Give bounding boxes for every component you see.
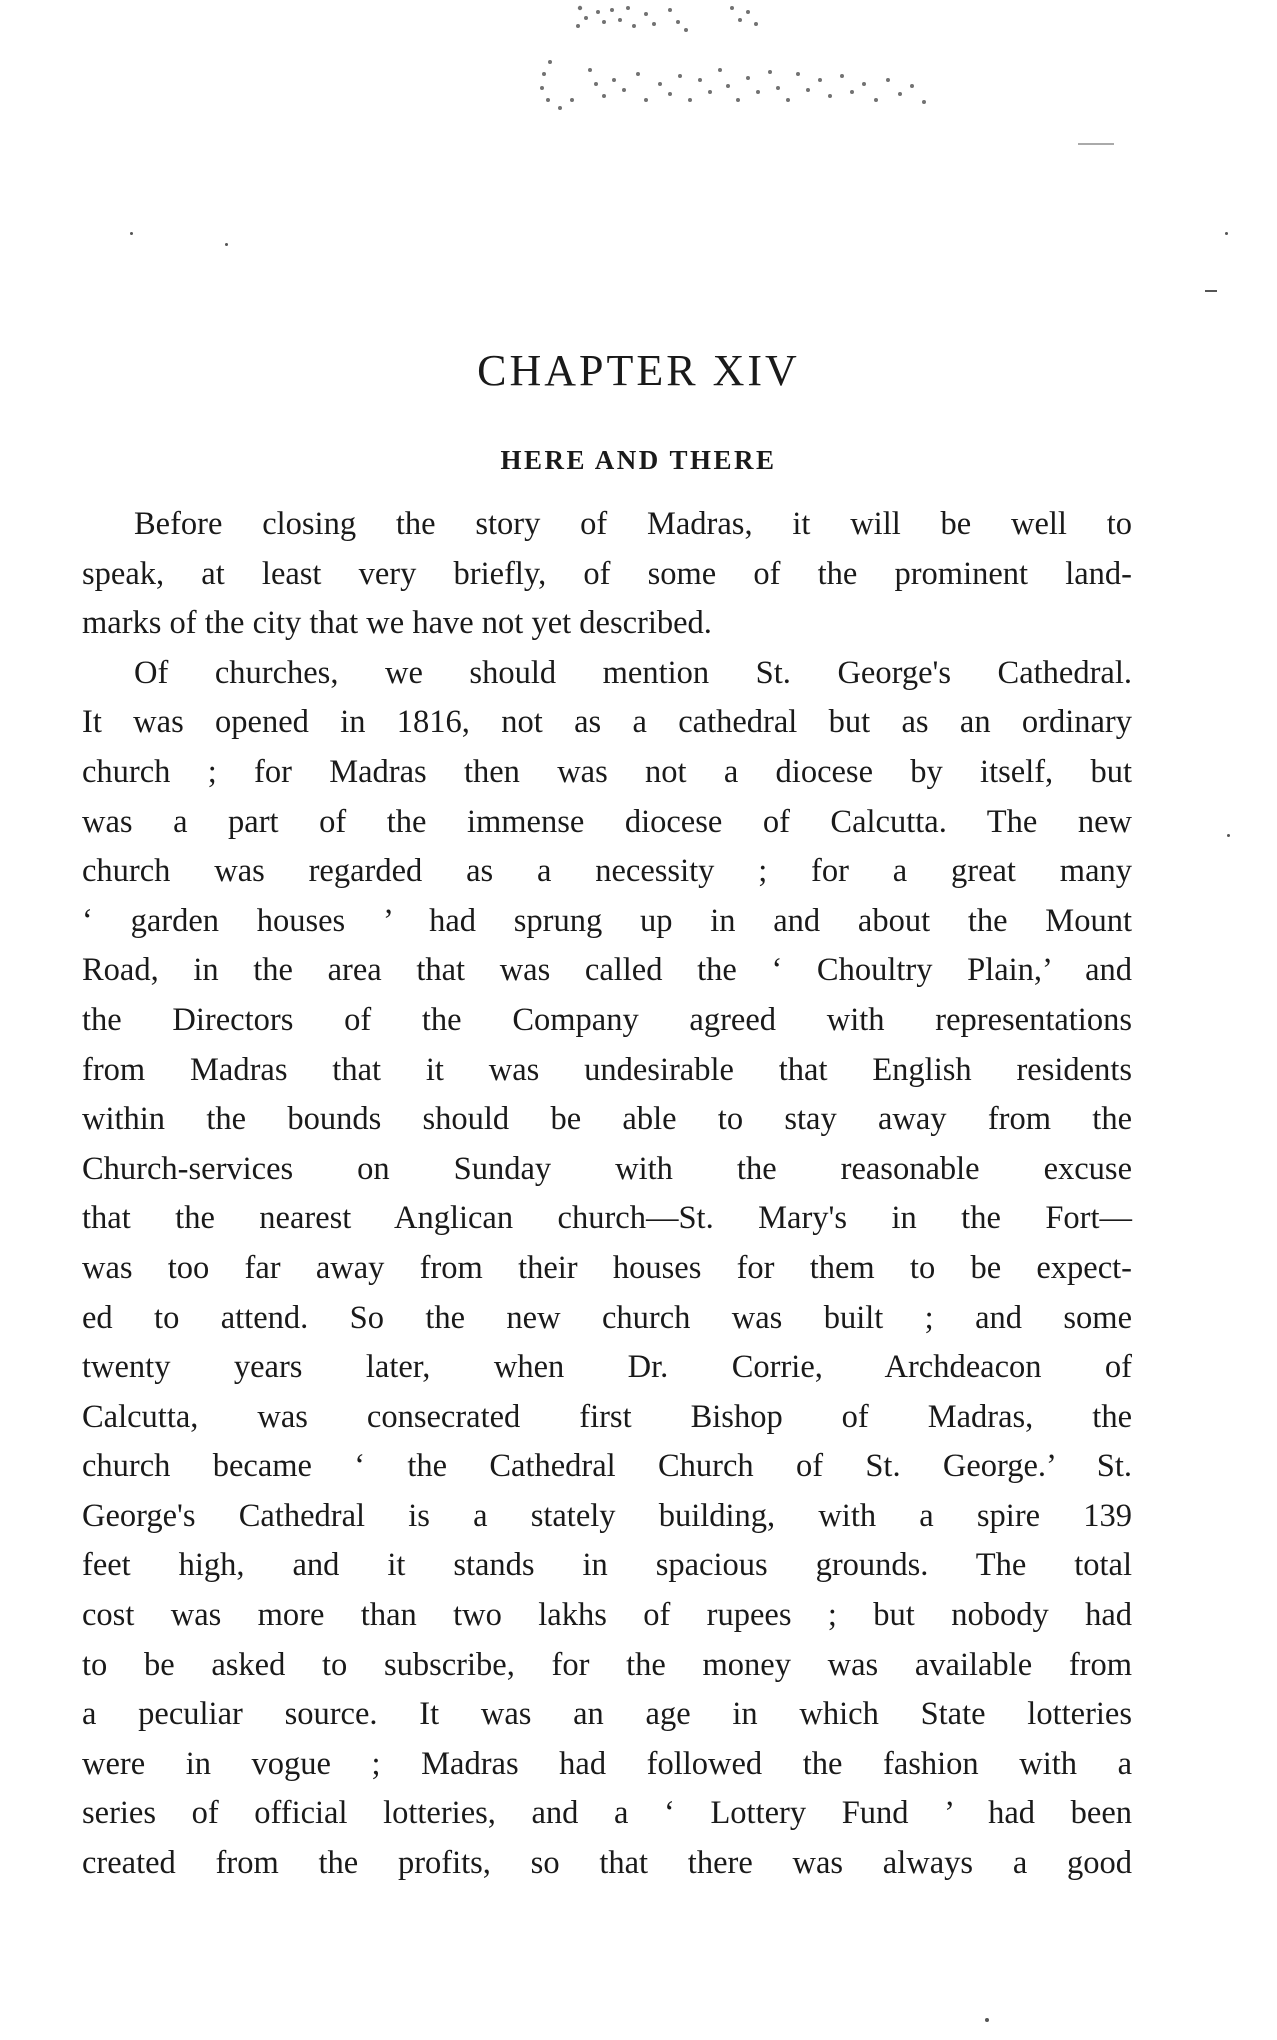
text-line: a peculiar source. It was an age in which State lotteries bbox=[82, 1696, 1132, 1733]
text-line: from Madras that it was undesirable that English residents bbox=[82, 1051, 1132, 1088]
text-line: the Directors of the Company agreed with representations bbox=[82, 1001, 1132, 1038]
text-line: ‘ garden houses ’ had sprung up in and about the Mount bbox=[82, 902, 1132, 939]
text-line: that the nearest Anglican church—St. Mary's in the Fort— bbox=[82, 1200, 1132, 1237]
text-line: speak, at least very briefly, of some of the prominent land- bbox=[82, 555, 1132, 592]
text-line: were in vogue ; Madras had followed the fashion with a bbox=[82, 1745, 1132, 1782]
scan-mark bbox=[1078, 143, 1114, 145]
text-line: church ; for Madras then was not a diocese by itself, but bbox=[82, 753, 1132, 790]
text-line: Of churches, we should mention St. George's Cathedral. bbox=[134, 654, 1132, 691]
text-line: Road, in the area that was called the ‘ Choultry Plain,’ and bbox=[82, 952, 1132, 989]
chapter-title: CHAPTER XIV bbox=[477, 346, 800, 395]
text-line: was too far away from their houses for them to be expect- bbox=[82, 1249, 1132, 1286]
text-line: Before closing the story of Madras, it will be well to bbox=[134, 506, 1132, 542]
text-line: church became ‘ the Cathedral Church of St. George.’ St. bbox=[82, 1448, 1132, 1485]
scan-speck bbox=[1225, 232, 1228, 235]
text-line: to be asked to subscribe, for the money was available from bbox=[82, 1646, 1132, 1683]
text-line: feet high, and it stands in spacious grounds. The total bbox=[82, 1547, 1132, 1584]
text-line: cost was more than two lakhs of rupees ; but nobody had bbox=[82, 1597, 1132, 1634]
text-line: within the bounds should be able to stay away from the bbox=[82, 1101, 1132, 1138]
text-line: Calcutta, was consecrated first Bishop of Madras, the bbox=[82, 1398, 1132, 1435]
scan-speck bbox=[130, 232, 133, 235]
text-line: ed to attend. So the new church was built ; and some bbox=[82, 1299, 1132, 1336]
stamp-perforations bbox=[520, 0, 1020, 140]
library-stamp bbox=[520, 0, 1020, 140]
text-line: series of official lotteries, and a ‘ Lottery Fund ’ had been bbox=[82, 1795, 1132, 1832]
text-line: It was opened in 1816, not as a cathedral but as an ordinary bbox=[82, 704, 1132, 741]
scan-speck bbox=[1227, 834, 1230, 837]
text-line: George's Cathedral is a stately building, with a spire 139 bbox=[82, 1497, 1132, 1534]
text-line: created from the profits, so that there was always a good bbox=[82, 1845, 1132, 1882]
text-line: Church-services on Sunday with the reasonable excuse bbox=[82, 1150, 1132, 1187]
text-line: marks of the city that we have not yet described. bbox=[82, 605, 712, 642]
scan-speck bbox=[225, 243, 228, 246]
section-title: HERE AND THERE bbox=[500, 445, 777, 475]
chapter-body bbox=[82, 500, 1132, 1889]
scan-speck bbox=[985, 2018, 989, 2022]
text-line: church was regarded as a necessity ; for a great many bbox=[82, 853, 1132, 890]
text-line: was a part of the immense diocese of Calcutta. The new bbox=[82, 803, 1132, 840]
text-line: twenty years later, when Dr. Corrie, Archdeacon of bbox=[82, 1349, 1132, 1386]
scan-mark bbox=[1205, 290, 1217, 292]
